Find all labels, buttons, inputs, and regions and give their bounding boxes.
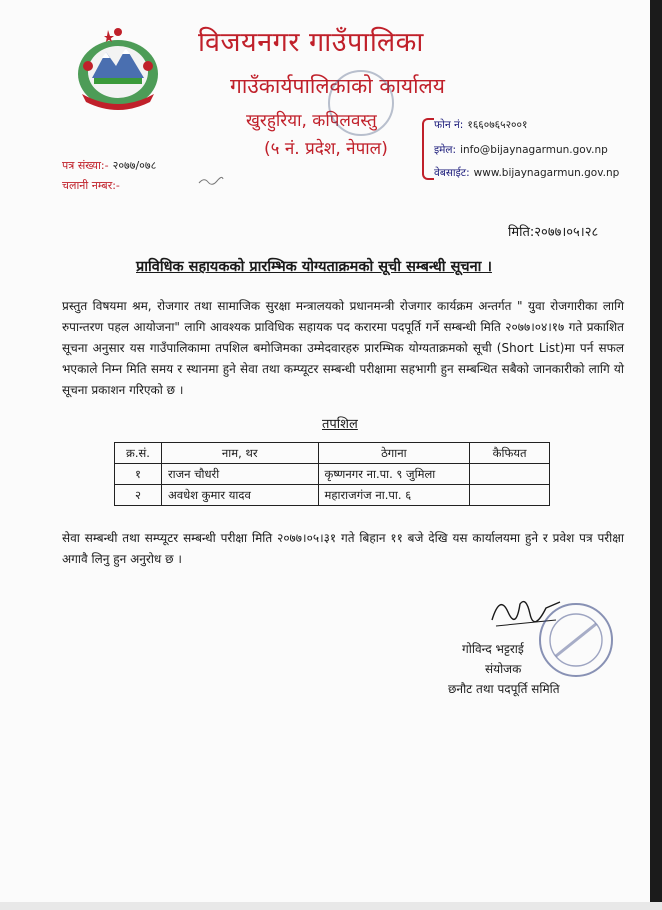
- table-row: [115, 485, 550, 506]
- website-label: वेबसाईट:: [434, 167, 470, 179]
- chalani-label: चलानी नम्बर:-: [62, 179, 120, 192]
- nepal-emblem-icon: [68, 22, 168, 112]
- signer-committee: छनौट तथा पदपूर्ति समिति: [448, 682, 560, 696]
- contact-bracket: [422, 118, 434, 180]
- contact-email: [434, 143, 608, 157]
- candidate-table: [114, 442, 550, 506]
- email-value: info@bijaynagarmun.gov.np: [460, 144, 608, 156]
- signer-name: गोविन्द भट्टराई: [462, 642, 524, 656]
- cell-serial: २: [115, 485, 162, 506]
- org-name: विजयनगर गाउँपालिका: [198, 27, 424, 58]
- reference-patra: [62, 158, 156, 173]
- cell-remarks: [470, 464, 550, 485]
- header-serial: क्र.सं.: [115, 443, 162, 464]
- reference-chalani: [62, 178, 124, 193]
- cell-serial: १: [115, 464, 162, 485]
- contact-phone: [434, 118, 527, 132]
- header-remarks: कैफियत: [470, 443, 550, 464]
- notice-subject: प्राविधिक सहायकको प्रारम्भिक योग्यताक्रमको सूची सम्बन्धी सूचना ।: [136, 259, 492, 275]
- cell-remarks: [470, 485, 550, 506]
- scan-edge-bottom: [0, 902, 662, 910]
- office-address: खुरहुरिया, कपिलवस्तु: [246, 111, 377, 131]
- email-label: इमेल:: [434, 144, 457, 156]
- faint-stamp-icon: [328, 70, 394, 136]
- header-address: ठेगाना: [318, 443, 470, 464]
- signer-role: संयोजक: [485, 662, 522, 676]
- body-paragraph-2: सेवा सम्बन्धी तथा सम्प्यूटर सम्बन्धी परीक्षा मिति २०७७।०५।३१ गते बिहान ११ बजे देखि यस कार्यालयमा हुने र प्रवेश पत्र परीक्षा अगावै लिनु हुन अनुरोध छ ।: [62, 531, 624, 566]
- phone-value: १६६०७६५२००१: [467, 119, 528, 131]
- cell-name: अवधेश कुमार यादव: [161, 485, 318, 506]
- office-stamp-icon: [536, 600, 616, 680]
- office-province: (५ नं. प्रदेश, नेपाल): [264, 139, 388, 159]
- cell-address: महाराजगंज ना.पा. ६: [318, 485, 470, 506]
- table-title: तपशिल: [322, 417, 358, 432]
- phone-label: फोन नं:: [434, 119, 464, 131]
- office-name: गाउँकार्यपालिकाको कार्यालय: [230, 74, 445, 98]
- table-row: [115, 464, 550, 485]
- contact-website: [434, 166, 619, 180]
- pen-scribble-icon: [198, 176, 224, 186]
- patra-label: पत्र संख्या:-: [62, 159, 109, 172]
- scan-edge-right: [650, 0, 662, 910]
- patra-value: २०७७/०७८: [112, 159, 157, 172]
- cell-address: कृष्णनगर ना.पा. ९ जुमिला: [318, 464, 470, 485]
- website-value: www.bijaynagarmun.gov.np: [473, 167, 620, 179]
- body-paragraph-1: प्रस्तुत विषयमा श्रम, रोजगार तथा सामाजिक सुरक्षा मन्त्रालयको प्रधानमन्त्री रोजगार कार्यक्रम अन्तर्गत " युवा रोजगारीका लागि रुपान्तरण पहल आयोजना" लागि आवश्यक प्राविधिक सहायक पद करारमा पदपूर्ति गर्ने सम्बन्धी मिति २०७७।०४।१७ गते प्रकाशित सूचना अनुसार यस गाउँपालिकामा तपशिल बमोजिमका उम्मेदवारहरु प्रारम्भिक योग्यताक्रमको सूची (Short List)मा पर्न सफल भएकाले निम्न मिति समय र स्थानमा हुने सेवा तथा कम्प्यूटर सम्बन्धी परीक्षामा सहभागी हुन सम्बन्धित सबैको जानकारीको लागि यो सूचना प्रकाशन गरिएको छ ।: [62, 299, 624, 397]
- header-name: नाम, थर: [161, 443, 318, 464]
- table-header-row: [115, 443, 550, 464]
- cell-name: राजन चौधरी: [161, 464, 318, 485]
- notice-date: मिति:२०७७।०५।२८: [508, 225, 599, 240]
